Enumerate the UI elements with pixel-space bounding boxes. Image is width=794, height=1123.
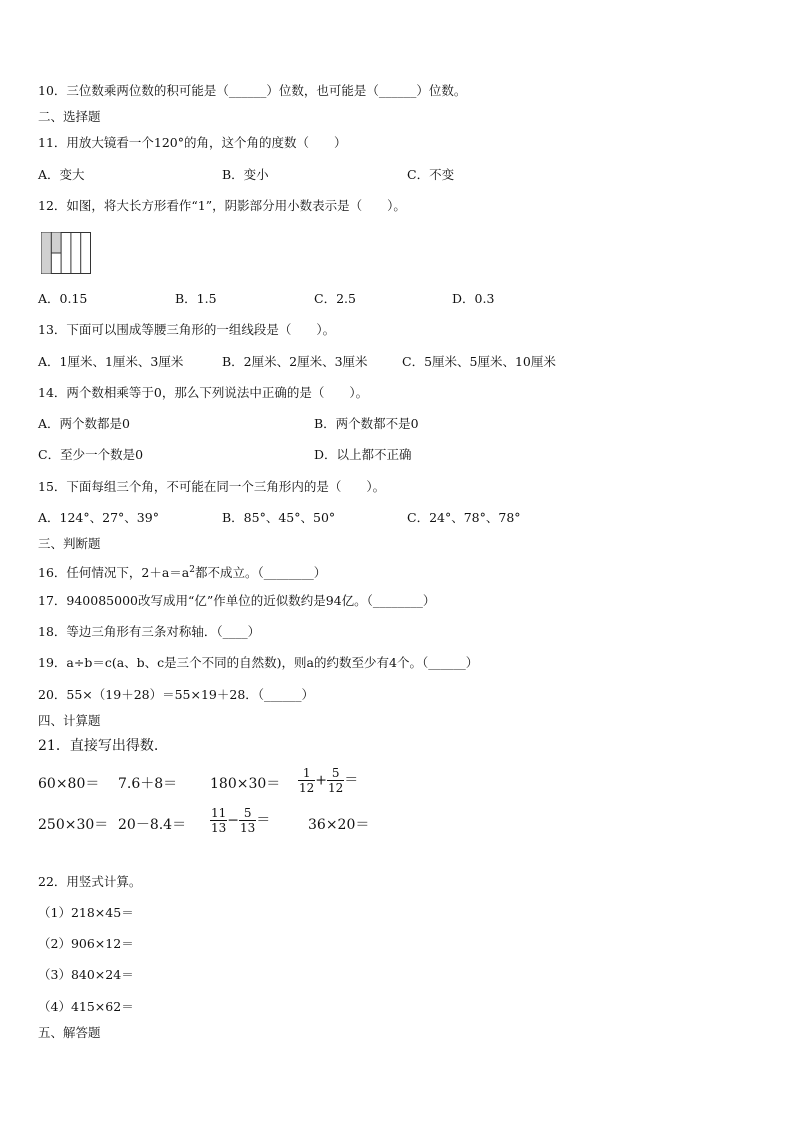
q18: 18．等边三角形有三条对称轴．（____） (38, 624, 261, 639)
q21-item-1: 60×80＝ (38, 776, 100, 792)
q14-option-a: A．两个数都是0 (38, 416, 130, 431)
q15-option-a: A．124°、27°、39° (38, 510, 159, 525)
q15-option-c: C．24°、78°、78° (407, 510, 521, 525)
fraction: $\frac{1}{12}$ (299, 766, 315, 795)
q21-fraction-sum: $\frac{1}{12}$ + $\frac{5}{12}$ ＝ (299, 766, 359, 795)
q20: 20．55×（19＋28）＝55×19＋28．（______） (38, 687, 315, 702)
q16-exponent: 2 (189, 565, 195, 575)
q12-option-d: D．0.3 (452, 291, 495, 306)
fraction: $\frac{11}{13}$ (211, 806, 227, 835)
q16-post: 都不成立。（________） (195, 565, 327, 581)
q17: 17．940085000改写成用“亿”作单位的近似数约是94亿。（________） (38, 593, 436, 608)
q13-option-a: A．1厘米、1厘米、3厘米 (38, 354, 184, 369)
q22-item-2: （2）906×12＝ (38, 936, 134, 951)
fraction: $\frac{5}{13}$ (240, 806, 256, 835)
q19: 19．a÷b＝c(a、b、c是三个不同的自然数)，则a的约数至少有4个。（______） (38, 655, 479, 670)
q16 (38, 561, 326, 582)
q16-pre: 16．任何情况下，2＋a＝a (38, 565, 190, 581)
q13-option-c: C．5厘米、5厘米、10厘米 (402, 354, 556, 369)
fraction: $\frac{5}{12}$ (328, 766, 344, 795)
q14-option-d: D．以上都不正确 (314, 447, 412, 462)
q12-option-b: B．1.5 (175, 291, 217, 306)
q21-stem: 21．直接写出得数. (38, 738, 159, 754)
q12-option-a: A．0.15 (38, 291, 88, 306)
q15-option-b: B．85°、45°、50° (222, 510, 336, 525)
q22-item-3: （3）840×24＝ (38, 967, 134, 982)
q13-option-b: B．2厘米、2厘米、3厘米 (222, 354, 368, 369)
q12-stem: 12．如图，将大长方形看作“1”，阴影部分用小数表示是（ ）。 (38, 198, 406, 213)
q21-item-5: 20－8.4＝ (118, 817, 187, 833)
q10: 10．三位数乘两位数的积可能是（______）位数，也可能是（______）位数。 (38, 83, 467, 98)
section-choice-heading: 二、选择题 (38, 109, 101, 124)
q11-option-c: C．不变 (407, 167, 455, 182)
q21-item-6: 36×20＝ (308, 817, 370, 833)
q21-fraction-diff: $\frac{11}{13}$ − $\frac{5}{13}$ ＝ (211, 806, 271, 835)
q13-stem: 13．下面可以围成等腰三角形的一组线段是（ ）。 (38, 322, 336, 337)
q14-option-b: B．两个数都不是0 (314, 416, 419, 431)
q21-item-4: 250×30＝ (38, 817, 109, 833)
q14-option-c: C．至少一个数是0 (38, 447, 144, 462)
q11-option-b: B．变小 (222, 167, 269, 182)
q12-option-c: C．2.5 (314, 291, 356, 306)
section-judgement-heading: 三、判断题 (38, 536, 101, 551)
q22-item-4: （4）415×62＝ (38, 999, 134, 1014)
q14-stem: 14．两个数相乘等于0，那么下列说法中正确的是（ ）。 (38, 385, 369, 400)
q11-stem: 11．用放大镜看一个120°的角，这个角的度数（ ） (38, 135, 347, 150)
q22-item-1: （1）218×45＝ (38, 905, 134, 920)
q21-item-3: 180×30＝ (210, 776, 281, 792)
section-answer-heading: 五、解答题 (38, 1025, 101, 1040)
q21-item-2: 7.6＋8＝ (118, 776, 178, 792)
q15-stem: 15．下面每组三个角，不可能在同一个三角形内的是（ ）。 (38, 479, 386, 494)
q11-option-a: A．变大 (38, 167, 85, 182)
section-calculation-heading: 四、计算题 (38, 713, 101, 728)
q22-stem: 22．用竖式计算。 (38, 874, 142, 889)
q12-rectangle-figure (41, 232, 91, 274)
